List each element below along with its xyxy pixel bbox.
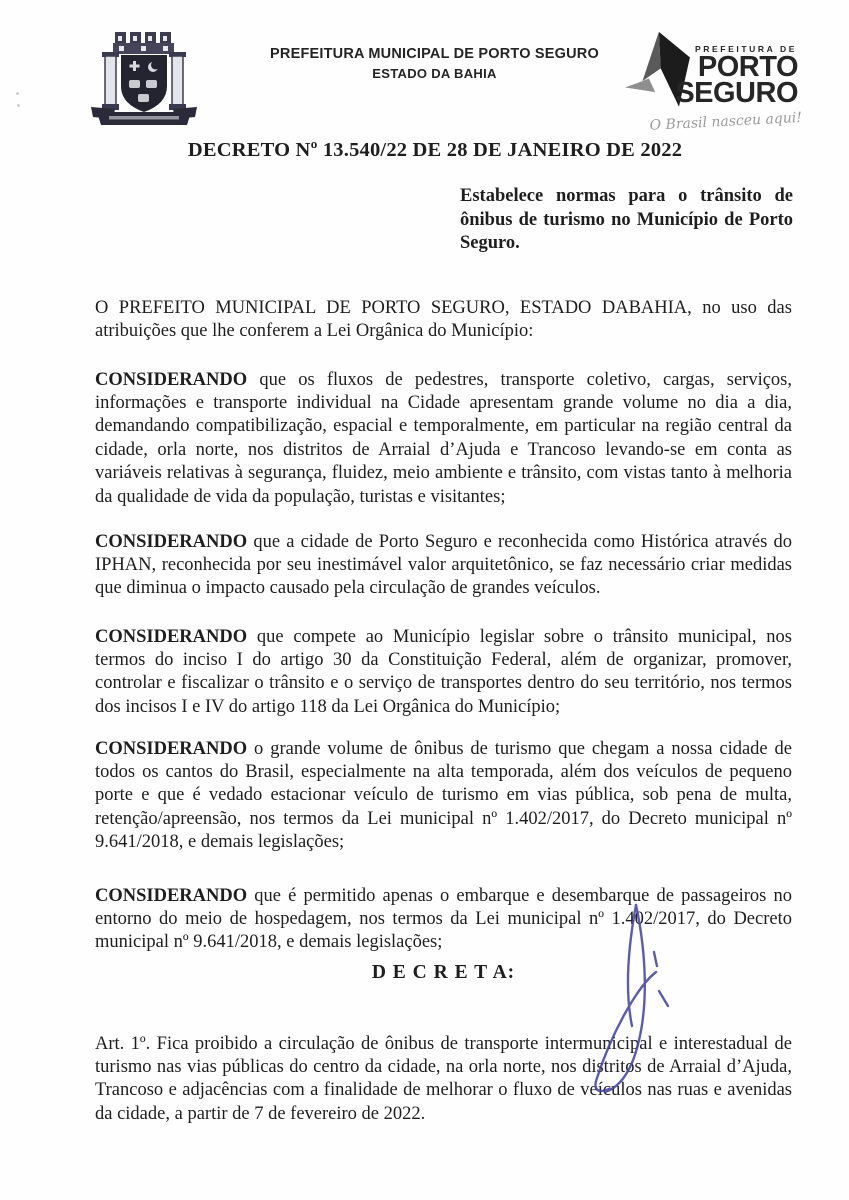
logo-tagline: O Brasil nasceu aqui! [649, 109, 803, 134]
decree-title: DECRETO Nº 13.540/22 DE 28 DE JANEIRO DE 2022 [187, 139, 683, 161]
considerando-paragraph [95, 885, 792, 955]
scan-speck [17, 104, 20, 107]
preamble-text: no uso das atribuições que lhe conferem a Lei Orgânica do Município: [95, 297, 792, 341]
considerando-lead: CONSIDERANDO [95, 369, 248, 390]
preamble-paragraph [95, 297, 792, 344]
scan-speck [16, 92, 19, 95]
considerando-lead: CONSIDERANDO [95, 885, 248, 906]
decree-epigraph: Estabelece normas para o trânsito de ônibus de turismo no Município de Porto Seguro. [460, 186, 793, 253]
considerando-text: que a cidade de Porto Seguro e reconhecida como Histórica através do IPHAN, reconhecida por seu inestimável valor arquitetônico, se faz necessário criar medidas que diminua o impacto causado pela circulação de grandes veículos. [95, 531, 792, 599]
considerando-paragraph [95, 738, 792, 855]
considerando-paragraph [95, 531, 792, 601]
logo-porto: PORTO [697, 51, 798, 83]
considerando-text: que é permitido apenas o embarque e desembarque de passageiros no entorno do meio de hospedagem, nos termos da Lei municipal nº 1.402/2017, do Decreto municipal nº 9.641/2018, e demais legislações; [95, 885, 792, 953]
logo-seguro: SEGURO [675, 77, 798, 109]
org-name: PREFEITURA MUNICIPAL DE PORTO SEGURO [270, 46, 599, 62]
considerando-paragraph [95, 369, 792, 509]
decreta-heading: D E C R E T A: [371, 962, 516, 983]
coat-of-arms-icon [85, 28, 203, 138]
article-paragraph: Art. 1º. Fica proibido a circulação de ônibus de transporte intermunicipal e interestadual de turismo nas vias públicas do centro da cidade, na orla norte, nos distritos de Arraial d’Ajuda, Trancoso e adjacências com a finalidade de melhorar o fluxo de veículos nas ruas e avenidas da cidade, a partir de 7 de fevereiro de 2022. [95, 1033, 792, 1124]
considerando-lead: CONSIDERANDO [95, 626, 248, 647]
logo-prefeitura-de: PREFEITURA DE [695, 44, 797, 54]
considerando-text: que os fluxos de pedestres, transporte coletivo, cargas, serviços, informações e transporte individual na Cidade apresentam grande volume no dia a dia, demandando compatibilização, espacial e temporalmente, em particular na região central da cidade, orla norte, nos distritos de Arraial d’Ajuda e Trancoso levando-se em conta as variáveis relativas à segurança, fluidez, meio ambiente e trânsito, com vistas tanto à melhoria da qualidade de vida da população, turistas e visitantes; [95, 369, 792, 507]
prefeitura-logo [622, 26, 802, 142]
considerando-paragraph [95, 626, 792, 720]
considerando-lead: CONSIDERANDO [95, 738, 248, 759]
considerando-text: o grande volume de ônibus de turismo que chegam a nossa cidade de todos os cantos do Brasil, especialmente na alta temporada, além dos veículos de pequeno porte e que é vedado estacionar veículo de turismo em vias pública, sob pena de multa, retenção/apreensão, nos termos da Lei municipal nº 1.402/2017, do Decreto municipal nº 9.641/2018, e demais legislações; [95, 738, 792, 853]
considerando-lead: CONSIDERANDO [95, 531, 248, 552]
considerando-text: que compete ao Município legislar sobre o trânsito municipal, nos termos do inciso I do artigo 30 da Constituição Federal, além de organizar, promover, controlar e fiscalizar o trânsito e o serviço de transportes dentro do seu território, nos termos dos incisos I e IV do artigo 118 da Lei Orgânica do Município; [95, 626, 792, 717]
org-state: ESTADO DA BAHIA [372, 66, 497, 81]
preamble-lead: O PREFEITO MUNICIPAL DE PORTO SEGURO, ESTADO DABAHIA, [95, 297, 692, 318]
